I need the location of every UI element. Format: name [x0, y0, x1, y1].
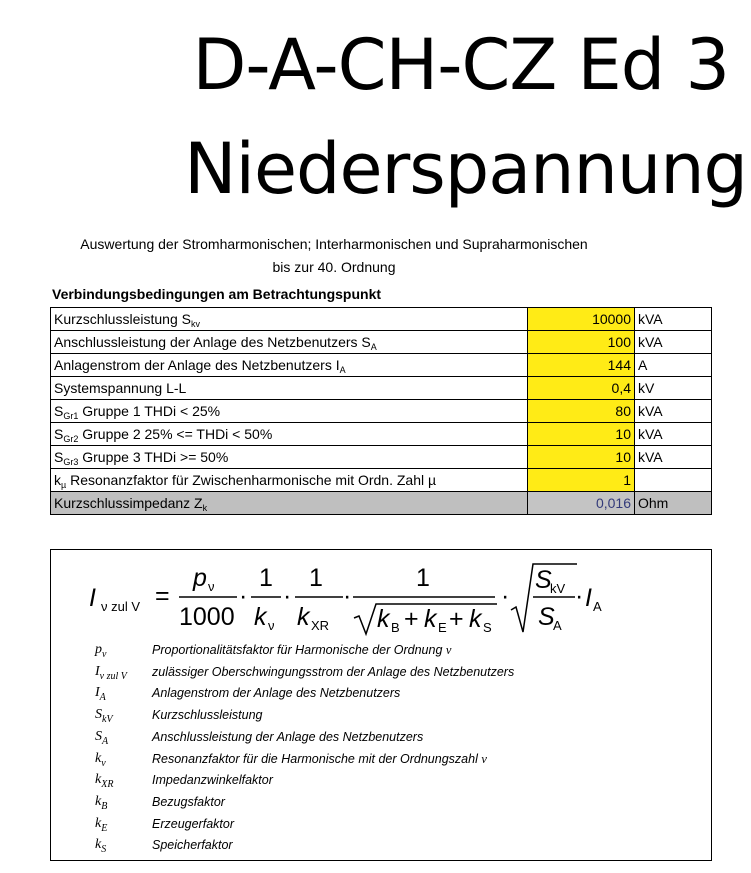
impedance-row [51, 492, 712, 515]
legend-symbol: $k_E$ [95, 815, 108, 834]
parameter-value[interactable]: 1 [528, 469, 635, 492]
parameter-unit: kVA [635, 400, 712, 423]
legend-description: Impedanzwinkelfaktor [152, 773, 273, 788]
parameter-value[interactable]: 100 [528, 331, 635, 354]
formula-ks: k [469, 605, 482, 633]
parameter-value[interactable]: 10000 [528, 308, 635, 331]
formula-plus2: + [449, 605, 464, 633]
parameter-unit: A [635, 354, 712, 377]
parameter-value[interactable]: 80 [528, 400, 635, 423]
parameter-label: Kurzschlussleistung $S_{kv}$ [51, 308, 528, 331]
formula-plus1: + [404, 605, 419, 633]
formula-num3: 1 [309, 564, 323, 592]
parameter-unit: Ohm [635, 492, 712, 515]
formula-den3: k [297, 603, 310, 631]
parameter-unit: kVA [635, 423, 712, 446]
legend-symbol: $k_S$ [95, 837, 107, 856]
formula-kb: k [377, 605, 390, 633]
formula-den2-sub: ν [268, 618, 275, 633]
legend-description: Proportionalitätsfaktor für Harmonische der Ordnung ν [152, 643, 452, 657]
formula-root-num-sub: kV [550, 581, 566, 596]
parameter-row [51, 331, 712, 354]
parameter-row [51, 469, 712, 492]
legend-description: Bezugsfaktor [152, 794, 225, 809]
formula-ks-sub: S [483, 620, 492, 635]
parameter-label: Anlagenstrom der Anlage des Netzbenutzers $I_A$ [51, 354, 528, 377]
legend-symbol: $I_{\nu zul V}$ [95, 663, 127, 682]
parameter-value[interactable]: 0,4 [528, 377, 635, 400]
subtitle-line2: bis zur 40. Ordnung [272, 259, 396, 275]
parameter-label: Kurzschlussimpedanz $Z_k$ [51, 492, 528, 515]
formula-equals: = [155, 582, 170, 610]
parameter-label: $k_\mu$ Resonanzfaktor für Zwischenharmonische mit Ordn. Zahl µ [51, 469, 528, 492]
formula-tail: I [585, 584, 592, 612]
parameter-unit: kVA [635, 331, 712, 354]
parameter-row [51, 400, 712, 423]
parameter-label: $S_{Gr2}$ Gruppe 2 25% <= THDi < 50% [51, 423, 528, 446]
parameter-label: Anschlussleistung der Anlage des Netzbenutzers $S_A$ [51, 331, 528, 354]
formula-root-num: S [535, 566, 552, 594]
parameter-value[interactable]: 0,016 [528, 492, 635, 515]
formula-lhs-sub: ν zul V [101, 599, 141, 614]
formula-dot2: · [283, 582, 292, 610]
formula-num2: 1 [259, 564, 273, 592]
legend-symbol: $p_\nu$ [95, 642, 107, 660]
parameter-value[interactable]: 10 [528, 446, 635, 469]
formula-root-den: S [538, 603, 555, 631]
harmonic-current-formula [51, 550, 711, 640]
parameter-row [51, 308, 712, 331]
formula-ke-sub: E [438, 620, 447, 635]
parameter-label: $S_{Gr3}$ Gruppe 3 THDi >= 50% [51, 446, 528, 469]
legend-symbol: $k_\nu$ [95, 750, 106, 769]
legend-symbol: $S_{kV}$ [95, 707, 113, 726]
legend-symbol: $k_B$ [95, 793, 108, 812]
parameter-label: Systemspannung L-L [51, 377, 528, 400]
formula-dot5: · [575, 582, 584, 610]
formula-dot3: · [343, 582, 352, 610]
formula-box [50, 549, 712, 861]
parameter-value[interactable]: 10 [528, 423, 635, 446]
legend-description: Kurzschlussleistung [152, 708, 263, 723]
parameter-row [51, 446, 712, 469]
parameter-unit: kV [635, 377, 712, 400]
formula-root-den-sub: A [553, 618, 562, 633]
legend-symbol: $S_A$ [95, 728, 109, 747]
legend-symbol: $I_A$ [95, 685, 106, 704]
formula-den1: 1000 [179, 603, 235, 631]
formula-tail-sub: A [593, 599, 602, 614]
legend-symbol: $k_{XR}$ [95, 772, 114, 791]
parameter-unit: kVA [635, 446, 712, 469]
formula-lhs-symbol: I [89, 584, 96, 612]
formula-dot4: · [501, 582, 510, 610]
parameter-unit [635, 469, 712, 492]
section-heading: Verbindungsbedingungen am Betrachtungspunkt [52, 286, 382, 302]
formula-dot1: · [239, 582, 248, 610]
subtitle-line1: Auswertung der Stromharmonischen; Interharmonischen und Supraharmonischen [80, 236, 588, 252]
formula-ke: k [424, 605, 437, 633]
legend-description: zulässiger Oberschwingungsstrom der Anlage des Netzbenutzers [152, 664, 515, 679]
formula-kb-sub: B [391, 620, 400, 635]
formula-num1: p [193, 564, 207, 592]
page-title-line2: Niederspannung [184, 128, 747, 210]
legend-description: Anlagenstrom der Anlage des Netzbenutzers [152, 686, 401, 701]
formula-den3-sub: XR [311, 618, 330, 633]
parameter-row [51, 354, 712, 377]
page-title-line1: D-A-CH-CZ Ed 3 [192, 24, 729, 106]
formula-num4: 1 [416, 564, 430, 592]
parameter-row [51, 423, 712, 446]
parameter-row [51, 377, 712, 400]
parameter-value[interactable]: 144 [528, 354, 635, 377]
legend-description: Erzeugerfaktor [152, 816, 234, 831]
legend-description: Resonanzfaktor für die Harmonische mit der Ordnungszahl ν [152, 751, 487, 766]
formula-den2: k [254, 603, 267, 631]
formula-num1-sub: ν [208, 579, 215, 594]
parameter-label: $S_{Gr1}$ Gruppe 1 THDi < 25% [51, 400, 528, 423]
legend-description: Anschlussleistung der Anlage des Netzbenutzers [152, 729, 424, 744]
legend-description: Speicherfaktor [152, 838, 233, 853]
parameter-table [50, 307, 712, 515]
parameter-unit: kVA [635, 308, 712, 331]
